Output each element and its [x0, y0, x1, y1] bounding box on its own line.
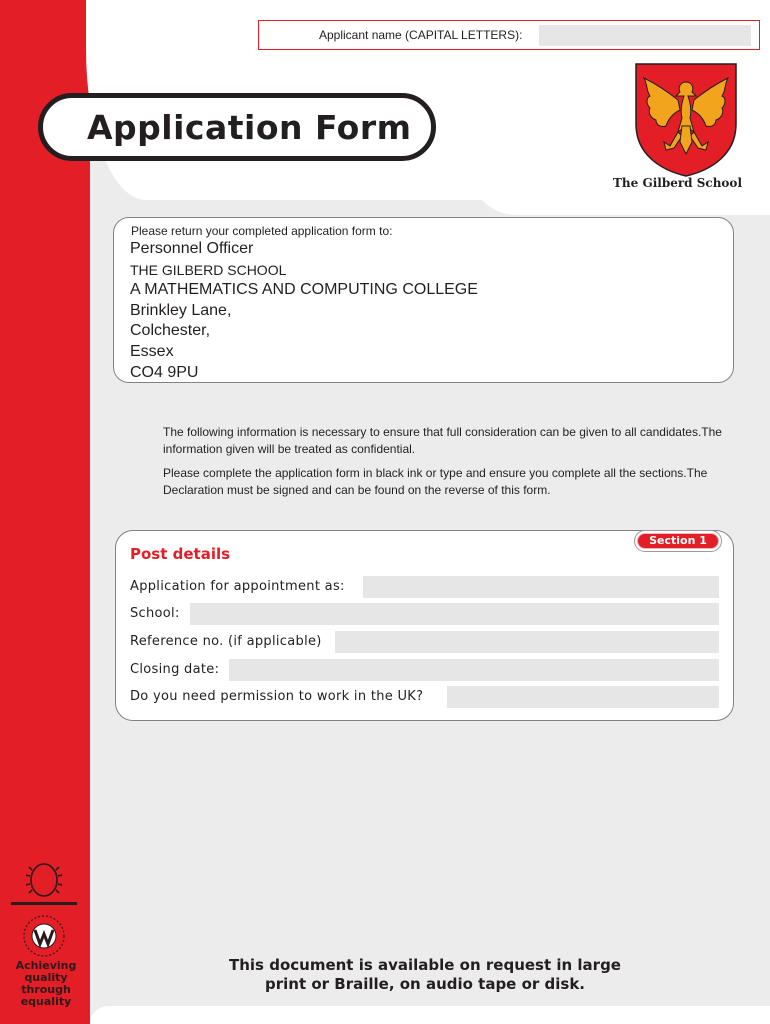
page-title: Application Form [87, 108, 412, 147]
post-details-section [115, 530, 734, 721]
closing-date-input[interactable] [229, 659, 719, 681]
school-name: The Gilberd School [612, 176, 742, 190]
gilberd-crest-icon [634, 62, 738, 178]
title-box [38, 93, 436, 161]
applicant-name-box [258, 20, 760, 50]
address-line: Colchester, [130, 322, 211, 340]
form-row [130, 686, 719, 708]
section-title: Post details [130, 545, 231, 563]
address-line: Essex [130, 342, 174, 360]
appointment-input[interactable] [363, 576, 719, 598]
return-address-lead: Please return your completed application form to: [131, 224, 393, 238]
section-badge: Section 1 [637, 533, 719, 549]
field-label: Application for appointment as: [130, 579, 345, 594]
accessibility-line: print or Braille, on audio tape or disk. [265, 975, 585, 993]
field-label: School: [130, 606, 180, 621]
completion-instructions: Please complete the application form in black ink or type and ensure you complete all the sections.The Declaration must be signed and can be found on the reverse of this form. [163, 466, 708, 497]
motto-line: through [21, 983, 71, 996]
form-row [130, 576, 719, 598]
information-notes [163, 424, 723, 506]
investors-in-people-logo-icon [26, 864, 62, 896]
field-label: Closing date: [130, 662, 220, 677]
address-line: CO4 9PU [130, 363, 199, 381]
reference-input[interactable] [335, 631, 719, 653]
applicant-name-label: Applicant name (CAPITAL LETTERS): [319, 28, 523, 42]
school-input[interactable] [190, 603, 719, 625]
address-line: Personnel Officer [130, 240, 254, 257]
form-row [130, 659, 719, 681]
motto-line: equality [20, 995, 72, 1008]
form-row [130, 631, 719, 653]
investors-text-bar [11, 902, 77, 905]
accessibility-line: This document is available on request in large [229, 956, 621, 974]
applicant-name-input[interactable] [539, 25, 751, 46]
address-line: Brinkley Lane, [130, 301, 232, 319]
return-address [130, 239, 478, 383]
quality-mark-logo-icon [24, 916, 64, 956]
motto-line: quality [24, 971, 68, 984]
field-label: Do you need permission to work in the UK? [130, 689, 424, 704]
motto-line: Achieving [15, 959, 77, 972]
achieving-quality-motto [8, 960, 84, 1008]
accessibility-notice [190, 956, 660, 994]
confidentiality-note: The following information is necessary to ensure that full consideration can be given to all candidates.The information given will be treated as confidential. [163, 425, 722, 456]
white-bottom-edge [90, 1006, 770, 1024]
form-row [130, 603, 719, 625]
address-line: A MATHEMATICS AND COMPUTING COLLEGE [130, 281, 478, 299]
address-line: THE GILBERD SCHOOL [130, 261, 287, 278]
field-label: Reference no. (if applicable) [130, 634, 322, 649]
return-address-box [113, 217, 734, 383]
work-permission-input[interactable] [447, 686, 719, 708]
